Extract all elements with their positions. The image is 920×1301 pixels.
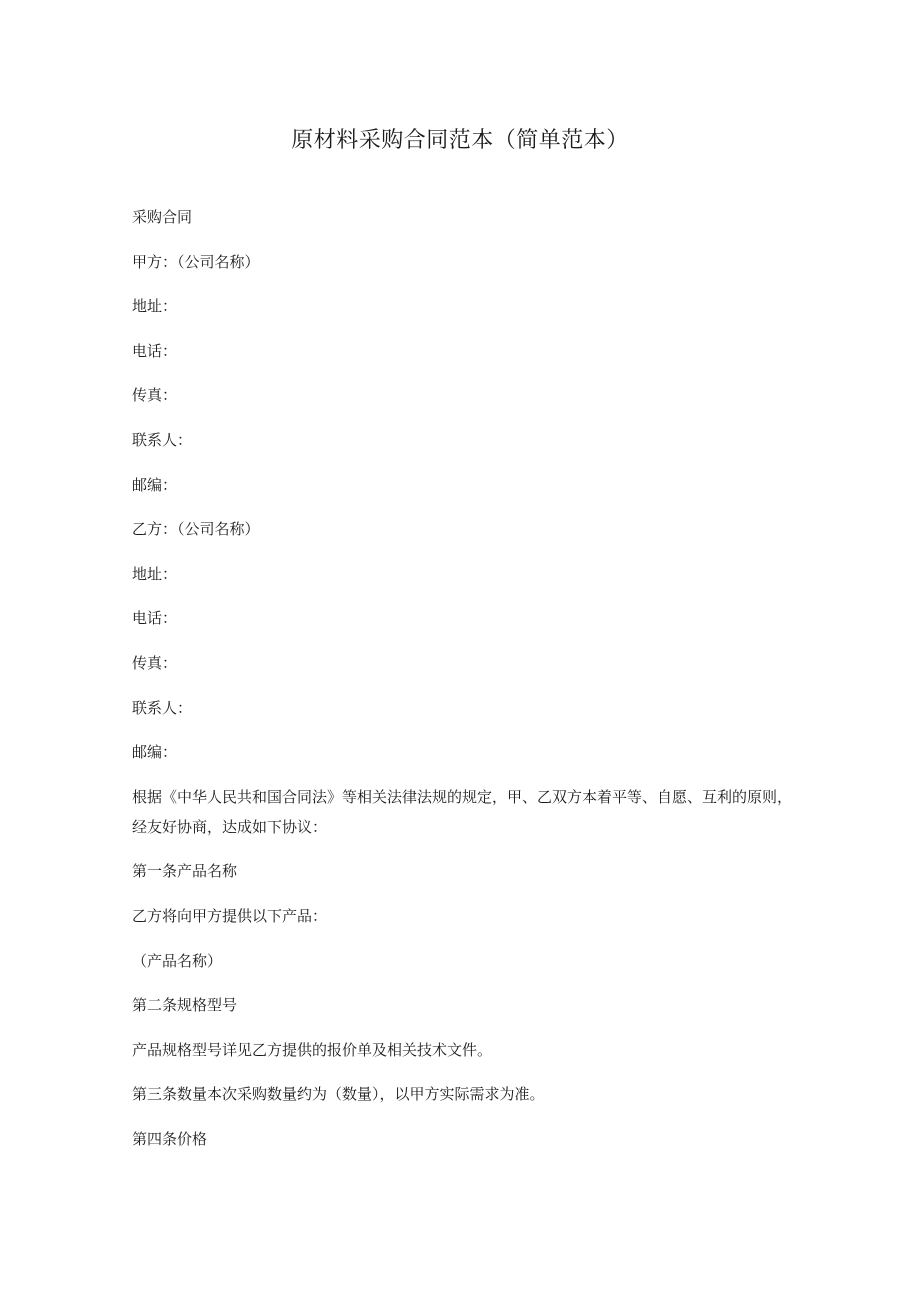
article-2-text: 产品规格型号详见乙方提供的报价单及相关技术文件。	[132, 1040, 493, 1059]
document-title: 原材料采购合同范本（简单范本）	[291, 128, 629, 153]
party-a-phone: 电话：	[132, 341, 178, 360]
party-b-name: 乙方：（公司名称）	[132, 520, 260, 539]
party-b-phone: 电话：	[132, 609, 178, 628]
contract-heading: 采购合同	[132, 208, 193, 226]
party-b-contact: 联系人：	[132, 698, 193, 717]
article-1-product: （产品名称）	[132, 951, 223, 970]
party-a-postcode: 邮编：	[132, 475, 178, 494]
article-1-heading: 第一条产品名称	[132, 862, 238, 881]
article-1-text: 乙方将向甲方提供以下产品：	[132, 906, 328, 925]
party-b-address: 地址：	[132, 564, 178, 583]
party-b-fax: 传真：	[132, 653, 178, 672]
party-a-address: 地址：	[132, 297, 178, 316]
party-a-fax: 传真：	[132, 386, 178, 405]
preamble-paragraph: 根据《中华人民共和国合同法》等相关法律法规的规定，甲、乙双方本着平等、自愿、互利的原则，经友好协商，达成如下协议：	[132, 787, 793, 836]
party-b-postcode: 邮编：	[132, 743, 178, 762]
article-2-heading: 第二条规格型号	[132, 996, 238, 1015]
document-body	[132, 202, 792, 1168]
article-3-text: 第三条数量本次采购数量约为（数量），以甲方实际需求为准。	[132, 1085, 545, 1104]
party-a-contact: 联系人：	[132, 430, 193, 449]
article-4-heading: 第四条价格	[132, 1129, 208, 1148]
party-a-name: 甲方：（公司名称）	[132, 252, 260, 271]
